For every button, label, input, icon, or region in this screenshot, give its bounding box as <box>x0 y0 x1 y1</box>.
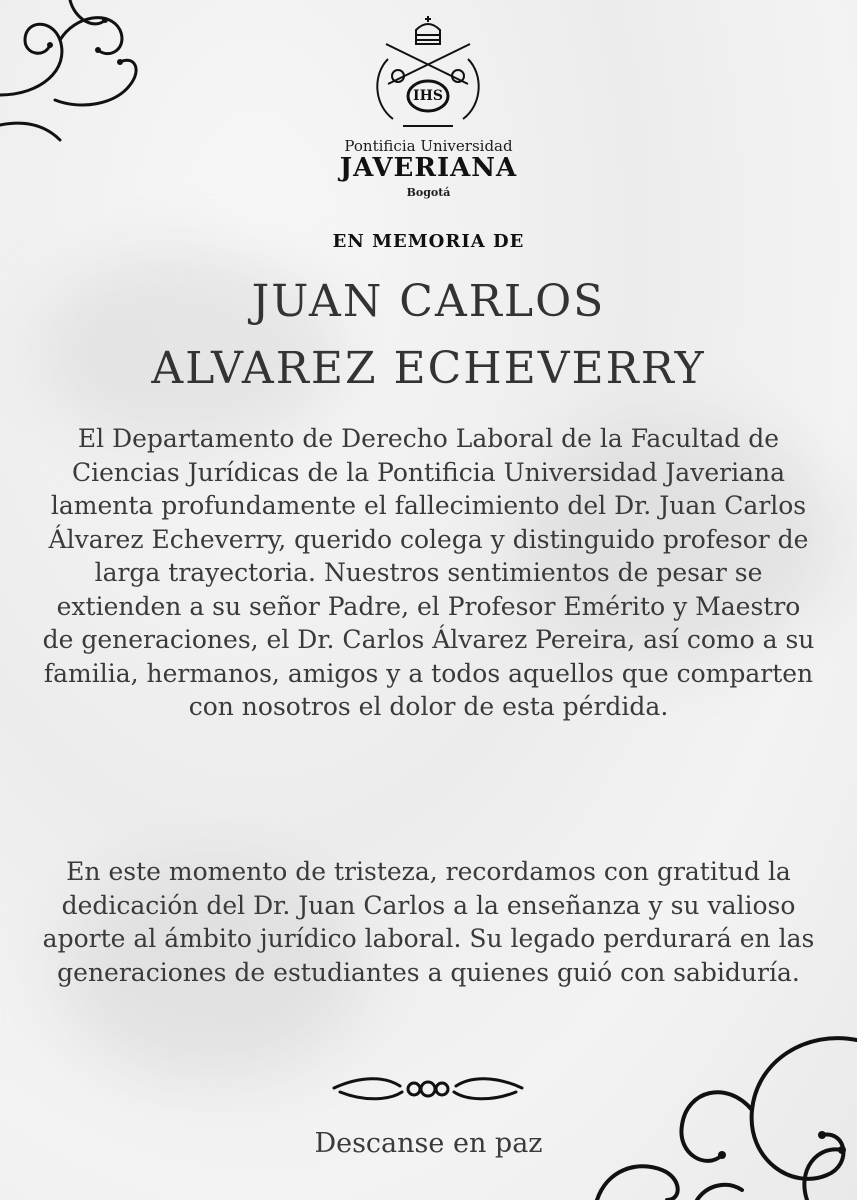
institution-line-1: Pontificia Universidad <box>344 137 513 155</box>
seal-monogram: IHS <box>413 88 443 104</box>
institution-city: Bogotá <box>406 186 451 199</box>
ornamental-divider <box>330 1070 526 1106</box>
university-seal <box>368 14 488 134</box>
memorial-paragraph-1: El Departamento de Derecho Laboral de la Facultad de Ciencias Jurídicas de la Pontificia Universidad Javeriana lamenta profundamente el fallecimiento del Dr. Juan Carlos Álvarez Echeverry, querido colega y distinguido profesor de larga trayectoria. Nuestros sentimientos de pesar se extienden a su señor Padre, el Profesor Emérito y Maestro de generaciones, el Dr. Carlos Álvarez Pereira, así como a su familia, hermanos, amigos y a todos aquellos que comparten con nosotros el dolor de esta pérdida. <box>42 424 815 721</box>
institution-name: JAVERIANA <box>339 153 518 183</box>
memorial-paragraph-2: En este momento de tristeza, recordamos con gratitud la dedicación del Dr. Juan Carlos a la enseñanza y su valioso aporte al ámbito jurídico laboral. Su legado perdurará en las generaciones de estudiantes a quienes guió con sabiduría. <box>42 857 815 987</box>
deceased-name-line-2: ALVAREZ ECHEVERRY <box>151 343 706 394</box>
corner-flourish-bottom-right <box>577 1020 857 1200</box>
closing-phrase: Descanse en paz <box>314 1128 543 1159</box>
memorial-heading: EN MEMORIA DE <box>332 231 525 252</box>
corner-flourish-top-left <box>0 0 160 160</box>
deceased-name-line-1: JUAN CARLOS <box>251 276 606 327</box>
